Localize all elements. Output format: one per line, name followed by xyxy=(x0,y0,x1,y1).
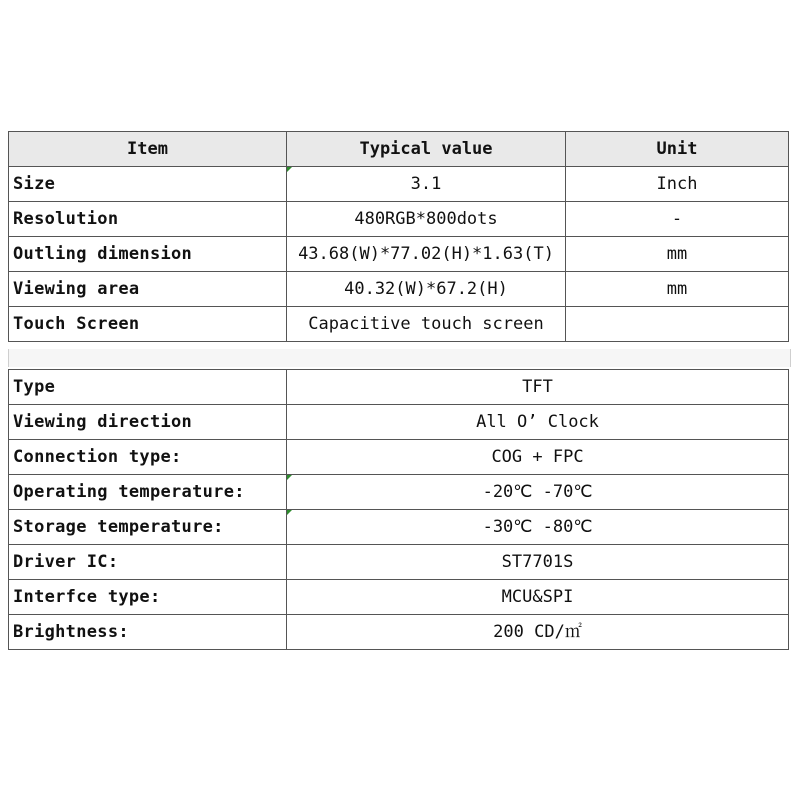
row-label-viewing-area: Viewing area xyxy=(9,272,287,307)
table-row xyxy=(9,307,789,342)
row-value-driver-ic: ST7701S xyxy=(287,545,789,580)
table-row xyxy=(9,545,789,580)
row-unit-viewing-area: mm xyxy=(566,272,789,307)
row-label-size: Size xyxy=(9,167,287,202)
row-value-connection-type: COG + FPC xyxy=(287,440,789,475)
row-value-storage-temperature: -30℃ -80℃ xyxy=(287,510,789,545)
table-row xyxy=(9,272,789,307)
row-label-outline-dimension: Outling dimension xyxy=(9,237,287,272)
table-row xyxy=(9,237,789,272)
row-value-touch-screen: Capacitive touch screen xyxy=(287,307,566,342)
row-label-storage-temperature: Storage temperature: xyxy=(9,510,287,545)
row-value-outline-dimension: 43.68(W)*77.02(H)*1.63(T) xyxy=(287,237,566,272)
table-row xyxy=(9,405,789,440)
row-label-type: Type xyxy=(9,370,287,405)
row-value-brightness: 200 CD/㎡ xyxy=(287,615,789,650)
table-row xyxy=(9,370,789,405)
row-value-size: 3.1 xyxy=(287,167,566,202)
row-label-resolution: Resolution xyxy=(9,202,287,237)
header-item: Item xyxy=(9,132,287,167)
row-unit-resolution: - xyxy=(566,202,789,237)
table-header-row xyxy=(9,132,789,167)
row-value-viewing-area: 40.32(W)*67.2(H) xyxy=(287,272,566,307)
table-separator xyxy=(8,349,791,367)
header-unit: Unit xyxy=(566,132,789,167)
row-label-brightness: Brightness: xyxy=(9,615,287,650)
header-typical-value: Typical value xyxy=(287,132,566,167)
row-label-touch-screen: Touch Screen xyxy=(9,307,287,342)
spec-table-details xyxy=(8,369,789,650)
table-row xyxy=(9,475,789,510)
row-label-connection-type: Connection type: xyxy=(9,440,287,475)
row-label-viewing-direction: Viewing direction xyxy=(9,405,287,440)
table-row xyxy=(9,510,789,545)
row-unit-size: Inch xyxy=(566,167,789,202)
row-value-type: TFT xyxy=(287,370,789,405)
table-row xyxy=(9,440,789,475)
row-label-driver-ic: Driver IC: xyxy=(9,545,287,580)
spec-table-general xyxy=(8,131,789,342)
table-row xyxy=(9,202,789,237)
row-unit-outline-dimension: mm xyxy=(566,237,789,272)
row-value-operating-temperature: -20℃ -70℃ xyxy=(287,475,789,510)
row-value-interface-type: MCU&SPI xyxy=(287,580,789,615)
row-value-resolution: 480RGB*800dots xyxy=(287,202,566,237)
row-label-interface-type: Interfce type: xyxy=(9,580,287,615)
row-unit-touch-screen xyxy=(566,307,789,342)
table-row xyxy=(9,615,789,650)
row-label-operating-temperature: Operating temperature: xyxy=(9,475,287,510)
table-row xyxy=(9,580,789,615)
row-value-viewing-direction: All O’ Clock xyxy=(287,405,789,440)
table-row xyxy=(9,167,789,202)
